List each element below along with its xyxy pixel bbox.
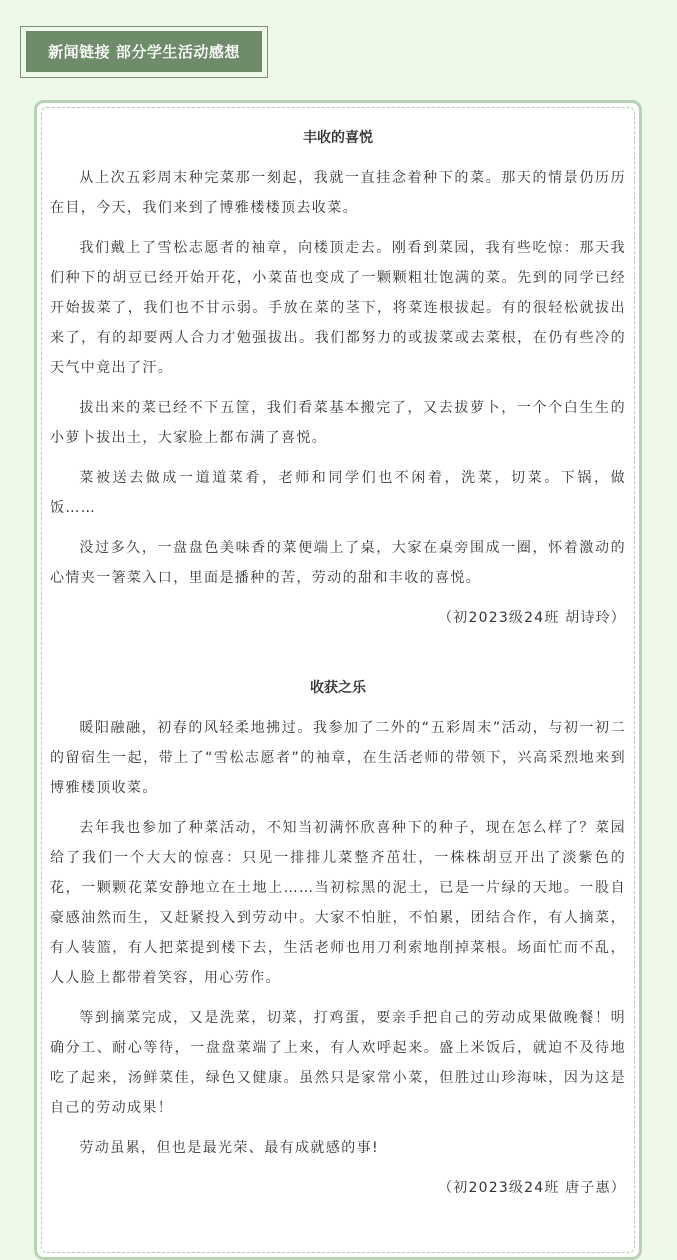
article-paragraph: 菜被送去做成一道道菜肴，老师和同学们也不闲着，洗菜，切菜。下锅，做饭…… xyxy=(50,470,626,516)
article-paragraph: 劳动虽累，但也是最光荣、最有成就感的事! xyxy=(79,1140,380,1156)
article-signature: （初2023级24班 唐子惠） xyxy=(438,1180,626,1196)
article-2 xyxy=(50,678,626,1203)
article-paragraph: 等到摘菜完成，又是洗菜，切菜，打鸡蛋，要亲手把自己的劳动成果做晚餐！明确分工、耐心等待，一盘盘菜端了上来，有人欢呼起来。盛上米饭后，就迫不及待地吃了起来，汤鲜菜佳，绿色又健康。虽然只是家常小菜，但胜过山珍海味，因为这是自己的劳动成果！ xyxy=(50,1010,626,1116)
article-title: 收获之乐 xyxy=(310,680,366,696)
article-paragraph: 没过多久，一盘盘色美味香的菜便端上了桌，大家在桌旁围成一圈，怀着激动的心情夹一箸菜入口，里面是播种的苦，劳动的甜和丰收的喜悦。 xyxy=(50,540,626,586)
article-content xyxy=(50,128,626,1203)
article-gap xyxy=(50,633,626,678)
article-signature: （初2023级24班 胡诗玲） xyxy=(438,610,626,626)
section-header-title: 新闻链接 部分学生活动感想 xyxy=(26,31,262,72)
article-paragraph: 从上次五彩周末种完菜那一刻起，我就一直挂念着种下的菜。那天的情景仍历历在目，今天，我们来到了博雅楼楼顶去收菜。 xyxy=(50,170,626,216)
article-title: 丰收的喜悦 xyxy=(303,130,373,146)
article-paragraph: 拔出来的菜已经不下五筐，我们看菜基本搬完了，又去拔萝卜，一个个白生生的小萝卜拔出土，大家脸上都布满了喜悦。 xyxy=(50,400,626,446)
article-paragraph: 暖阳融融，初春的风轻柔地拂过。我参加了二外的“五彩周末”活动，与初一初二的留宿生一起，带上了“雪松志愿者”的袖章，在生活老师的带领下，兴高采烈地来到博雅楼顶收菜。 xyxy=(50,720,626,796)
article-paragraph: 去年我也参加了种菜活动，不知当初满怀欣喜种下的种子，现在怎么样了？菜园给了我们一个大大的惊喜：只见一排排儿菜整齐茁壮，一株株胡豆开出了淡紫色的花，一颗颗花菜安静地立在土地上……当初棕黑的泥土，已是一片绿的天地。一股自豪感油然而生，又赶紧投入到劳动中。大家不怕脏，不怕累，团结合作，有人摘菜，有人装篮，有人把菜提到楼下去，生活老师也用刀利索地削掉菜根。场面忙而不乱，人人脸上都带着笑容，用心劳作。 xyxy=(50,820,626,986)
article-1 xyxy=(50,128,626,633)
section-header xyxy=(20,26,268,78)
article-paragraph: 我们戴上了雪松志愿者的袖章，向楼顶走去。刚看到菜园，我有些吃惊：那天我们种下的胡豆已经开始开花，小菜苗也变成了一颗颗粗壮饱满的菜。先到的同学已经开始拔菜了，我们也不甘示弱。手放在菜的茎下，将菜连根拔起。有的很轻松就拔出来了，有的却要两人合力才勉强拔出。我们都努力的或拔菜或去菜根，在仍有些冷的天气中竟出了汗。 xyxy=(50,240,626,376)
